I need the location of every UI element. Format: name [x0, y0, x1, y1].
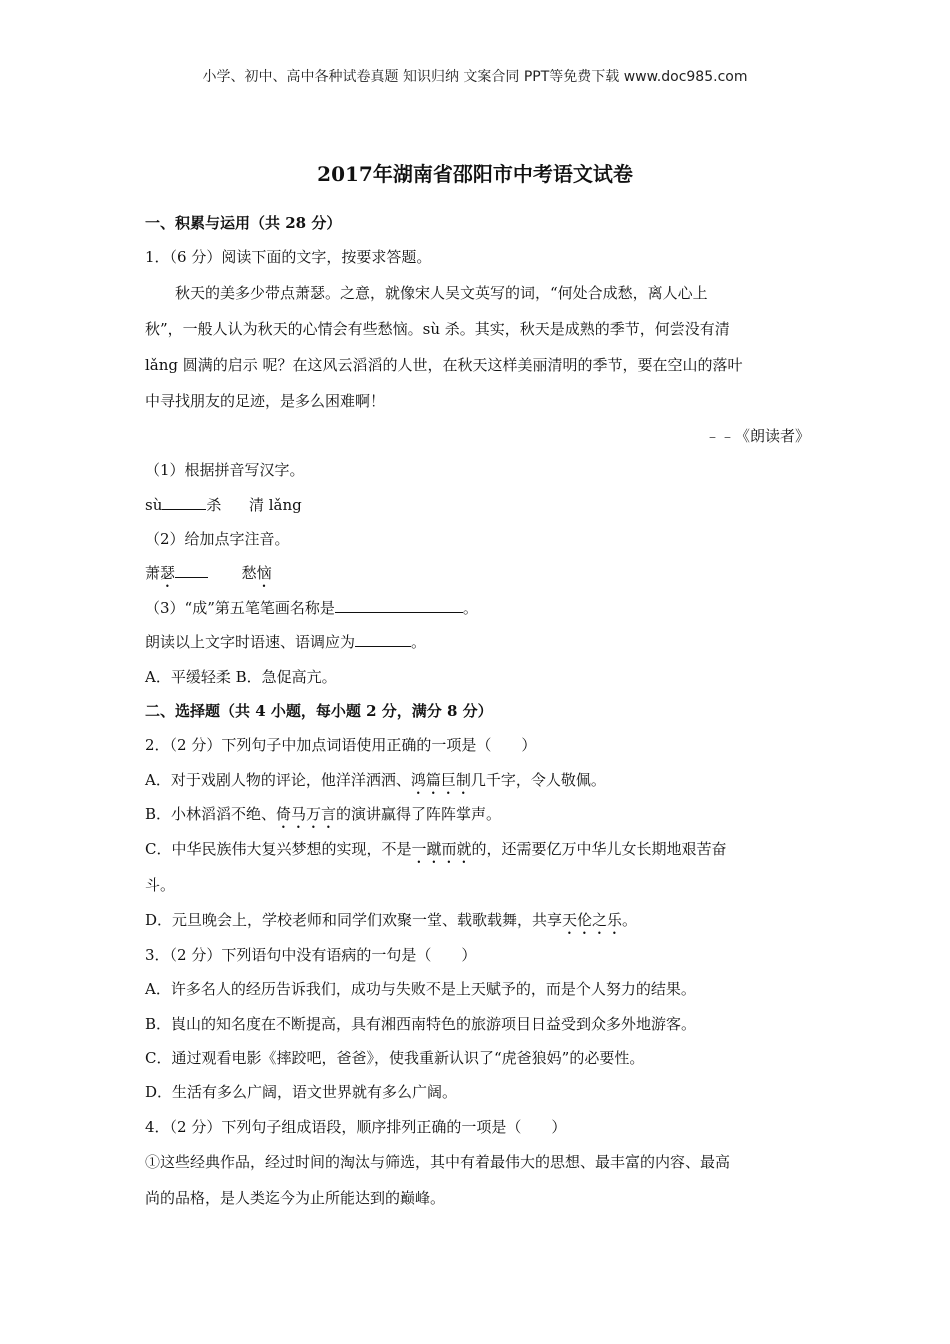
q2-d-end: 。: [622, 911, 638, 930]
section2-heading: 二、选择题（共 4 小题，每小题 2 分，满分 8 分）: [145, 701, 493, 720]
q2-option-c-cont: 斗。: [145, 876, 176, 895]
answer-blank[interactable]: [162, 491, 206, 510]
dotted-char-se: 瑟: [160, 564, 176, 583]
q2-option-a: [145, 763, 810, 797]
q2-option-d: [145, 903, 810, 937]
q1-stem: 1．（6 分）阅读下面的文字，按要求答题。: [145, 248, 432, 267]
q1-sub2-items: [145, 556, 810, 590]
page-title: 2017年湖南省邵阳市中考语文试卷: [317, 162, 633, 186]
char-xiao: 萧: [145, 564, 161, 583]
q2-a-end: 几千字，令人敬佩。: [470, 770, 606, 789]
q1-sub1-items: [145, 488, 810, 522]
q3-option-a: A．许多名人的经历告诉我们，成功与失败不是上天赋予的，而是个人努力的结果。: [145, 980, 696, 999]
q3-option-d: D．生活有多么广阔，语文世界就有多么广阔。: [145, 1083, 458, 1102]
q4-sentence-1-cont: 尚的品格，是人类迄今为止所能达到的巅峰。: [145, 1189, 446, 1208]
q3-stem: 3．（2 分）下列语句中没有语病的一句是（ ）: [145, 945, 477, 964]
q2-a-text: A．对于戏剧人物的评论，他洋洋洒洒、: [145, 770, 411, 789]
q1-sub3: [145, 591, 810, 625]
pinyin-lang: 清 lǎng: [248, 495, 302, 514]
q1-sub4-text: 朗读以上文字时语速、语调应为: [145, 633, 356, 652]
passage-line: 中寻找朋友的足迹，是多么困难啊！: [145, 391, 386, 410]
q1-options: A．平缓轻柔 B．急促高亢。: [145, 667, 337, 686]
answer-blank[interactable]: [175, 559, 208, 578]
q3-option-b: B．崀山的知名度在不断提高，具有湘西南特色的旅游项目日益受到众多外地游客。: [145, 1014, 697, 1033]
q2-option-b: [145, 797, 810, 831]
passage-line: 秋天的美多少带点萧瑟。之意，就像宋人吴文英写的词，“何处合成愁，离人心上: [175, 283, 708, 302]
dotted-char-nao: 恼: [256, 564, 272, 583]
char-sha: 杀: [206, 495, 222, 514]
q2-b-dotted: 倚马万言: [276, 805, 337, 824]
answer-blank[interactable]: [355, 628, 411, 647]
site-header-banner: 小学、初中、高中各种试卷真题 知识归纳 文案合同 PPT等免费下载 www.doc985.com: [202, 69, 748, 85]
q2-a-dotted: 鸿篇巨制: [410, 770, 471, 789]
q2-c-end: 的，还需要亿万中华儿女长期地艰苦奋: [471, 840, 727, 859]
q1-sub2: （2）给加点字注音。: [145, 529, 290, 548]
answer-blank[interactable]: [335, 594, 463, 613]
q2-option-c: [145, 831, 810, 867]
q1-sub4-end: 。: [411, 633, 427, 652]
q2-d-text: D．元旦晚会上，学校老师和同学们欢聚一堂、载歌载舞，共享: [145, 911, 563, 930]
char-chou: 愁: [241, 564, 257, 583]
section1-heading: 一、积累与运用（共 28 分）: [145, 214, 342, 232]
q1-passage: [145, 275, 810, 419]
exam-content: [145, 206, 810, 1216]
q1-sub4: [145, 625, 810, 659]
q2-d-dotted: 天伦之乐: [562, 911, 623, 930]
q3-option-c: C．通过观看电影《摔跤吧，爸爸》，使我重新认识了“虎爸狼妈”的必要性。: [145, 1049, 645, 1068]
q2-b-text: B．小林滔滔不绝、: [145, 805, 277, 824]
passage-line: lǎng 圆满的启示 呢？在这风云滔滔的人世，在秋天这样美丽清明的季节，要在空山的落叶: [145, 355, 743, 374]
q2-c-dotted: 一蹴而就: [411, 840, 472, 859]
passage-source: ﹣﹣《朗读者》: [704, 426, 810, 445]
q4-stem: 4．（2 分）下列句子组成语段，顺序排列正确的一项是（ ）: [145, 1117, 567, 1136]
q1-sub3-text: （3）“成”第五笔笔画名称是: [145, 598, 335, 617]
q4-sentence-1: ①这些经典作品，经过时间的淘汰与筛选，其中有着最伟大的思想、最丰富的内容、最高: [145, 1153, 731, 1172]
q2-c-text: C．中华民族伟大复兴梦想的实现，不是: [145, 840, 412, 859]
q2-stem: 2．（2 分）下列句子中加点词语使用正确的一项是（ ）: [145, 736, 537, 755]
q1-sub1: （1）根据拼音写汉字。: [145, 461, 305, 480]
pinyin-su: sù: [145, 495, 163, 514]
q2-b-end: 的演讲赢得了阵阵掌声。: [336, 805, 502, 824]
q1-sub3-end: 。: [462, 598, 478, 617]
passage-line: 秋”，一般人认为秋天的心情会有些愁恼。sù 杀。其实，秋天是成熟的季节，何尝没有清: [145, 319, 730, 338]
